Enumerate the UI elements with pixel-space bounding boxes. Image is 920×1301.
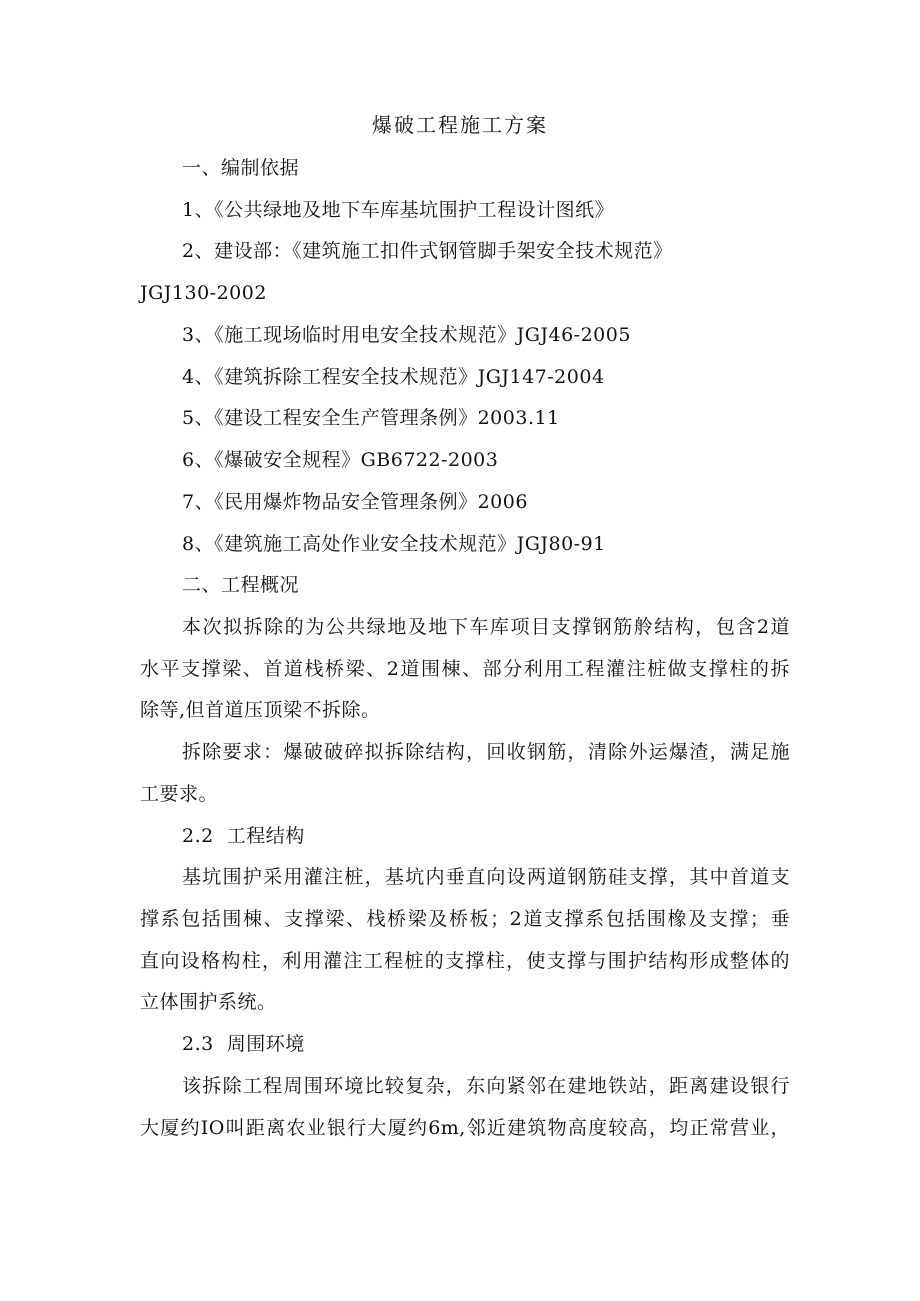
basis-item-2-continued: JGJ130-2002 xyxy=(140,282,267,304)
structure-paragraph-line: 基坑围护采用灌注桩，基坑内垂直向设两道钢筋硅支撑，其中首道支 xyxy=(182,866,790,888)
basis-item-4: 4、《建筑拆除工程安全技术规范》JGJ147-2004 xyxy=(182,366,605,388)
section-heading-environment: 2.3 周围环境 xyxy=(182,1033,305,1055)
document-title: 爆破工程施工方案 xyxy=(372,113,548,137)
overview-paragraph-line: 本次拟拆除的为公共绿地及地下车库项目支撑钢筋舲结构，包含2道 xyxy=(182,616,790,638)
structure-paragraph-line: 撑系包括围棟、支撑梁、栈桥梁及桥板；2道支撑系包括围橡及支撑；垂 xyxy=(140,908,790,930)
requirements-paragraph-line: 拆除要求：爆破破碎拟拆除结构，回收钢筋，清除外运爆渣，满足施 xyxy=(182,741,790,763)
basis-item-1: 1、《公共绿地及地下车库基坑围护工程设计图纸》 xyxy=(182,199,615,221)
overview-paragraph-line: 水平支撑梁、首道栈桥梁、2道围棟、部分利用工程灌注桩做支撑柱的拆 xyxy=(140,658,790,680)
basis-item-7: 7、《民用爆炸物品安全管理条例》2006 xyxy=(182,491,528,513)
basis-item-3: 3、《施工现场临时用电安全技术规范》JGJ46-2005 xyxy=(182,324,631,346)
basis-item-6: 6、《爆破安全规程》GB6722-2003 xyxy=(182,449,499,471)
structure-paragraph-line: 立体围护系统。 xyxy=(140,991,277,1013)
section-heading-structure: 2.2 工程结构 xyxy=(182,825,305,847)
basis-item-8: 8、《建筑施工高处作业安全技术规范》JGJ80-91 xyxy=(182,533,606,555)
section-heading-overview: 二、工程概况 xyxy=(182,574,300,596)
basis-item-5: 5、《建设工程安全生产管理条例》2003.11 xyxy=(182,407,560,429)
requirements-paragraph-line: 工要求。 xyxy=(140,783,219,805)
environment-paragraph-line: 该拆除工程周围环境比较复杂，东向紧邻在建地铁站，距离建设银行 xyxy=(182,1075,790,1097)
overview-paragraph-line: 除等,但首道压顶梁不拆除。 xyxy=(140,699,381,721)
basis-item-2: 2、建设部：《建筑施工扣件式钢管脚手架安全技术规范》 xyxy=(182,240,673,262)
section-heading-basis: 一、编制依据 xyxy=(182,157,300,179)
structure-paragraph-line: 直向设格构柱，利用灌注工程桩的支撑柱，使支撑与围护结构形成整体的 xyxy=(140,950,790,972)
environment-paragraph-line: 大厦约IO叫距离农业银行大厦约6m,邻近建筑物高度较高，均正常营业， xyxy=(140,1117,790,1139)
